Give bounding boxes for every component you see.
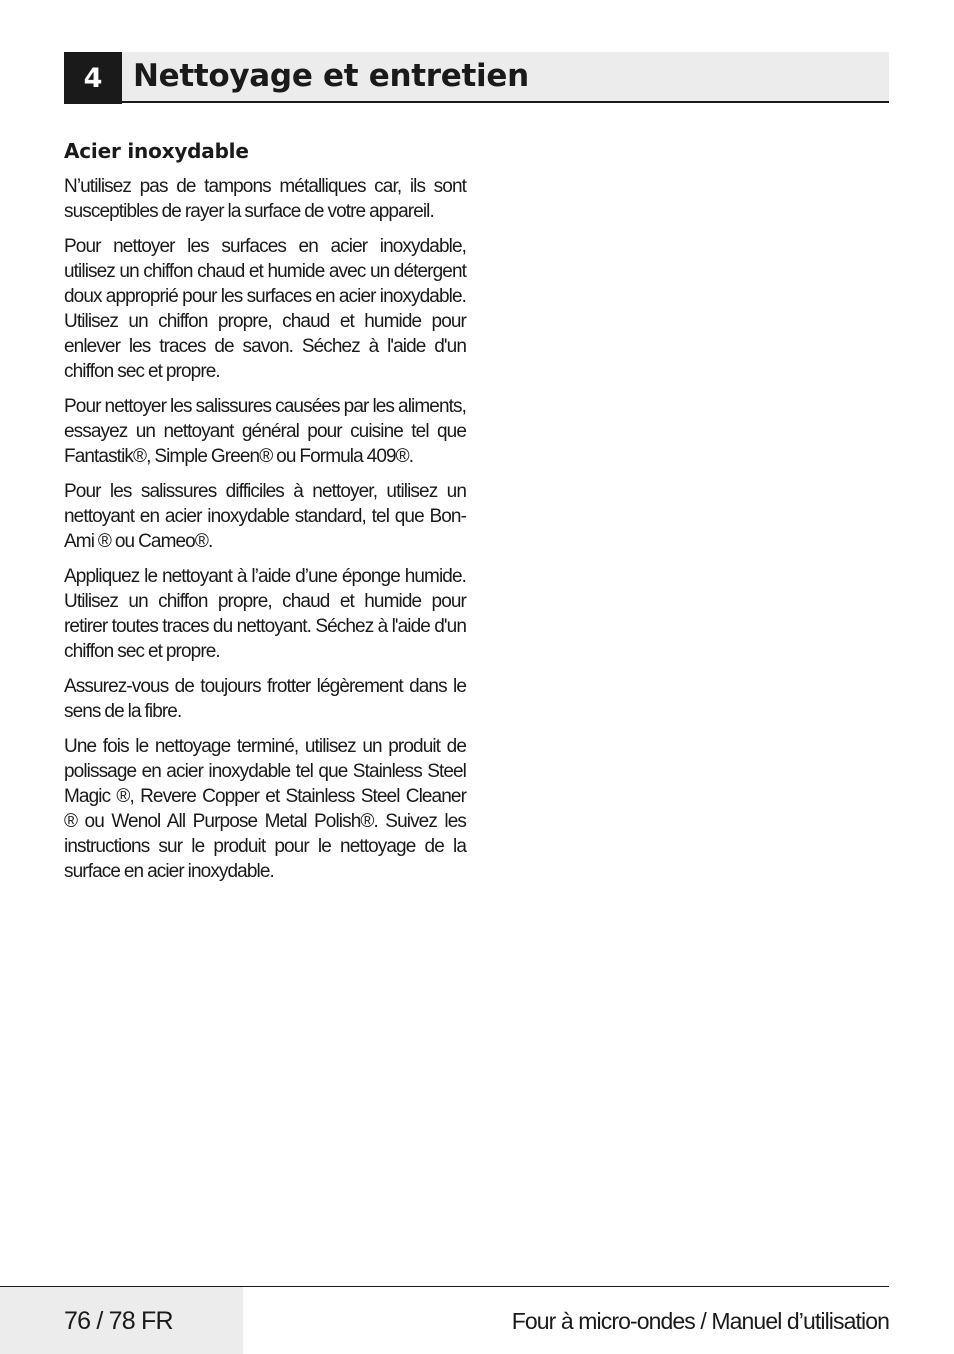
- section-heading: Acier inoxydable: [64, 139, 249, 163]
- chapter-number: 4: [83, 62, 103, 94]
- header-divider: [64, 101, 889, 103]
- document-title: Four à micro-ondes / Manuel d’utilisation: [511, 1308, 889, 1334]
- paragraph: Pour nettoyer les salissures causées par les aliments, essayez un nettoyant général pour cuisine tel que Fantastik®, Simple Green® ou Formula 409®.: [64, 396, 466, 467]
- paragraph: Assurez-vous de toujours frotter légèrement dans le sens de la fibre.: [64, 676, 466, 722]
- main-content: [64, 136, 466, 894]
- chapter-number-badge: [64, 52, 122, 104]
- paragraph: Pour les salissures difficiles à nettoyer, utilisez un nettoyant en acier inoxydable standard, tel que Bon-Ami ® ou Cameo®.: [64, 481, 466, 552]
- chapter-title: Nettoyage et entretien: [133, 58, 529, 94]
- paragraph: Une fois le nettoyage terminé, utilisez un produit de polissage en acier inoxydable tel que Stainless Steel Magic ®, Revere Copper et Stainless Steel Cleaner ® ou Wenol All Purpose Metal Polish®. Suivez les instructions sur le produit pour le nettoyage de la surface en acier inoxydable.: [64, 736, 466, 882]
- paragraph: Appliquez le nettoyant à l’aide d’une éponge humide. Utilisez un chiffon propre, chaud et humide pour retirer toutes traces du nettoyant. Séchez à l'aide d'un chiffon sec et propre.: [64, 566, 466, 662]
- chapter-header: [64, 52, 889, 102]
- paragraph: Pour nettoyer les surfaces en acier inoxydable, utilisez un chiffon chaud et humide avec un détergent doux approprié pour les surfaces en acier inoxydable. Utilisez un chiffon propre, chaud et humide pour enlever les traces de savon. Séchez à l'aide d'un chiffon sec et propre.: [64, 236, 466, 382]
- paragraph: N’utilisez pas de tampons métalliques car, ils sont susceptibles de rayer la surface de votre appareil.: [64, 176, 466, 222]
- page-number: 76 / 78 FR: [64, 1307, 173, 1335]
